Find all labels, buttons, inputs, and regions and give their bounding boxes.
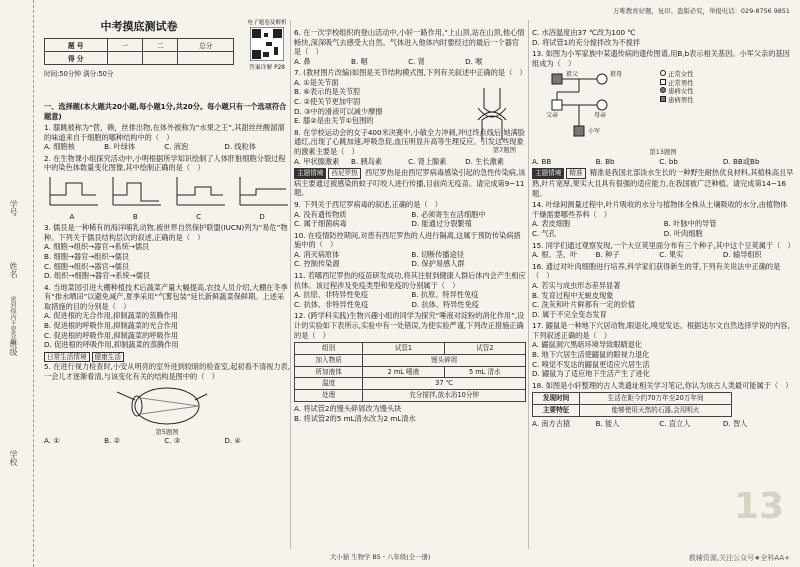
option-c[interactable]: C. 抗体、非特异性免疫 <box>294 299 369 309</box>
option-a[interactable]: A. 细胞→组织→器官→系统→儒艮 <box>44 242 150 252</box>
legend-label: 正常女性 <box>668 70 694 79</box>
options <box>294 57 526 67</box>
question-stem: 6. 在一次学校组织的登山活动中,小轩一路作用,“上山顶,站在山顶,他心情畅快,深深吸气去感受大自然。气体进入他体内时要经过的最后一个器官是（ ） <box>294 28 525 57</box>
binding-warning: 密封线内不要答题 <box>9 296 16 344</box>
question-stem: 16. 通过对叶肉细胞进行培养,科学家们获得新生的芽,下列有关说法中正确的是（ ） <box>532 261 781 281</box>
option-b[interactable]: B. 促进根的呼吸作用,抑制蔬菜的光合作用 <box>44 320 178 330</box>
option-c[interactable]: C. 果实 <box>659 250 684 260</box>
option-c[interactable]: C. 细胞→组织→器官→儒艮 <box>44 261 130 271</box>
option-d[interactable]: D. 输导组织 <box>722 250 762 260</box>
option-d[interactable]: D. 能通过分裂繁殖 <box>411 219 472 229</box>
section-heading: 一、选择题(本大题共20小题,每小题1分,共20分。每小题只有一个选项符合题意) <box>44 102 287 121</box>
question-15 <box>532 241 794 260</box>
q2-chart-c[interactable] <box>171 175 227 221</box>
table-header: 试管2 <box>444 343 525 355</box>
question-stem: 2. 在生物课小组探究活动中,小明根据所学知识绘制了人体肝脏细胞分裂过程中的染色体数量变化图像,其中绘制正确的是（ ） <box>44 153 286 173</box>
column-3 <box>532 28 794 430</box>
option-a[interactable]: A. 将试管2的馒头碎屑改为馒头块 <box>294 403 402 413</box>
question-6 <box>294 28 526 66</box>
q2-chart-b[interactable] <box>107 175 163 221</box>
question-stem: 18. 如图是小轩整理的古人类遗址相关学习笔记,你认为该古人类最可能属于（ ） <box>532 380 793 390</box>
table-row <box>295 390 526 402</box>
question-stem: 15. 同学们通过观察发现,一个大豆荚里面分布有三个种子,其中这个豆荚属于（ ） <box>532 240 795 250</box>
chromosome-chart <box>234 175 290 209</box>
column-1 <box>44 102 290 448</box>
option-a[interactable]: A. 鼻 <box>294 56 311 66</box>
table-header: 试管1 <box>363 343 444 355</box>
question-2 <box>44 154 290 221</box>
chart-label: B <box>132 211 138 221</box>
question-stem: 13. 如图为小军家族中某遗传病的遗传图谱,用B,b表示相关基因。小军父亲的基因组成为（ ） <box>532 49 790 68</box>
option-a[interactable]: A. 甲状腺激素 <box>294 156 340 166</box>
binding-label-id: 学号 <box>9 200 18 216</box>
time-score: 时间:50分钟 满分:50分 <box>44 70 114 78</box>
option-b[interactable]: B. 发育过程中无蜕皮现象 <box>532 290 614 300</box>
score-table <box>44 38 234 65</box>
context-tag: 西尼罗热 <box>328 168 360 179</box>
experiment-table <box>294 342 526 402</box>
option-c[interactable]: C. 属于细菌病毒 <box>294 219 347 229</box>
option-a[interactable]: A. 促进根的无合作用,抑制蔬菜的蒸腾作用 <box>44 311 178 321</box>
question-14 <box>532 200 794 238</box>
question-stem: 12. (跨学科实践)生物兴趣小组的同学为探究“唾液对淀粉的消化作用”,设计的实验如下表所示,实验中有一处错误,为使实验严谨,下列改正措施正确的是（ ） <box>294 311 525 340</box>
joint-diagram-icon <box>462 86 522 142</box>
pedigree-label: 祖母 <box>610 71 623 79</box>
question-stem: 11. 若哪西尼罗热的疫苗研发成功,将其注射到健康人群后体内会产生相应抗体。该过程涉及免疫类型和免疫的分别属于（ ） <box>294 271 526 290</box>
legend-item <box>660 96 694 105</box>
options <box>532 250 794 260</box>
option-e[interactable]: E. 膝②是由关节①包围的 <box>294 116 374 126</box>
table-row <box>295 354 526 366</box>
table-cell: 加入物质 <box>295 354 363 366</box>
question-17 <box>532 321 794 378</box>
pedigree-label: 母亲 <box>594 112 607 120</box>
question-12 <box>294 311 526 423</box>
qr-block <box>244 18 290 71</box>
question-12-continued <box>532 28 794 47</box>
qr-code-icon[interactable] <box>250 27 284 61</box>
options <box>532 419 794 429</box>
table-cell: 能够使用天然的石器,会用明火 <box>580 405 732 417</box>
binding-strip <box>0 0 34 567</box>
figure-caption: 第7题图 <box>492 146 516 155</box>
q2-chart-d[interactable] <box>234 175 290 221</box>
question-16 <box>532 262 794 319</box>
option-c[interactable]: C. 肾 <box>408 56 425 66</box>
pedigree-legend <box>660 70 694 104</box>
option-c[interactable]: C. 控制传染源 <box>294 259 340 269</box>
option-b[interactable]: B. ② <box>104 436 121 446</box>
header-note: 万唯教育好题，复印、盗版必究，举报电话：029-8756 9851 <box>613 7 790 15</box>
pedigree-chart <box>532 70 652 146</box>
option-d[interactable]: D. 促进根的呼吸作用,抑制蔬菜的蒸腾作用 <box>44 340 179 350</box>
question-9 <box>294 200 526 229</box>
q2-charts <box>44 175 290 221</box>
figure-caption: 第5题图 <box>155 427 179 436</box>
question-11 <box>294 271 526 309</box>
legend-label: 正常男性 <box>668 78 694 87</box>
footer-note: 教辅资源,关注公众号★全科AA+ <box>688 554 790 562</box>
pedigree-label: 祖父 <box>566 71 579 79</box>
options <box>294 250 526 269</box>
question-1 <box>44 123 290 152</box>
option-c[interactable]: C. ③ <box>164 436 181 446</box>
table-cell: 37 ℃ <box>363 378 526 390</box>
option-b[interactable]: B. 切断传播途径 <box>411 249 464 259</box>
legend-item <box>660 70 694 79</box>
option-b[interactable]: B. 必须寄生在活细胞中 <box>411 209 486 219</box>
question-stem: 4. 当地菜园引进大棚种植技术后蔬菜产量大幅提高,农技人员介绍,大棚在冬季有“排水晒田”以避免减产,夏季采用“气雾包装”延长新鲜蔬菜保鲜期。上述采取措施的目的分别是（ ） <box>44 282 288 311</box>
context-tag: 精准 <box>566 168 585 179</box>
option-a[interactable]: A. ① <box>44 436 60 446</box>
score-cell: 总分 <box>178 39 234 52</box>
option-d[interactable]: D. 智人 <box>722 418 748 428</box>
legend-label: 患病男性 <box>668 95 694 104</box>
score-cell: 得 分 <box>45 52 108 65</box>
context-tag: 日常生活情境 <box>44 352 90 363</box>
option-c[interactable]: C. 促进根的呼吸作用,抑制蔬菜的呼吸作用 <box>44 330 179 340</box>
option-a[interactable]: A. 根、茎、叶 <box>532 250 578 260</box>
binding-label-school: 学校 <box>9 450 18 466</box>
option-b[interactable]: B. 细胞→器官→组织→儒艮 <box>44 251 130 261</box>
question-3 <box>44 223 290 280</box>
legend-item <box>660 87 694 96</box>
question-10 <box>294 231 526 269</box>
options <box>532 157 794 167</box>
binding-label-name: 姓名 <box>9 262 18 278</box>
question-stem: 17. 鼹鼠是一种地下穴居动物,眼退化,嗅觉发达。根据达尔文自然选择学说的内容,下列叙述正确的是（ ） <box>532 321 790 340</box>
question-stem: 8. 在学校运动会的女子400米决赛中,小敏全力冲刺,冲过终点线后,她满脸通红,出现了心跳加速,呼吸急促,血压明显升高等生理反应。引发这些现象的激素主要是（ ） <box>294 127 525 156</box>
table-row <box>295 378 526 390</box>
option-c[interactable]: C. 洗灰和叶片鲜都有一定的价值 <box>532 300 636 310</box>
option-a[interactable]: A. BB <box>532 156 552 166</box>
table-cell: 馒头碎屑 <box>363 354 526 366</box>
exam-title: 中考摸底测试卷 <box>100 20 178 33</box>
option-b[interactable]: B. Bb <box>595 156 615 166</box>
score-cell[interactable] <box>107 52 142 65</box>
question-stem: 5. 在进行视力检查时,小安从明亮的室外进到较暗的检查室,起初看不清视力表,一会儿才逐渐看清,与该变化有关的结构是图中的（ ） <box>44 362 290 382</box>
option-b[interactable]: B. 抗原、特异性免疫 <box>411 290 479 300</box>
table-row <box>295 366 526 378</box>
option-d[interactable]: D. 属于不完全变态发育 <box>532 309 607 319</box>
option-a[interactable]: A. 抗原、非特异性免疫 <box>294 290 369 300</box>
options <box>294 210 526 229</box>
option-b[interactable]: B. 能人 <box>595 418 620 428</box>
option-d[interactable]: D. ④ <box>224 436 241 446</box>
option-b[interactable]: B. 种子 <box>595 250 620 260</box>
column-2 <box>294 28 526 425</box>
option-d[interactable]: D. 保护易感人群 <box>411 259 465 269</box>
page-footer: 大小猫 生物学 BS・八年级(全一册) <box>330 553 431 561</box>
answer-ref: 答案详解 P28 <box>249 65 285 71</box>
table-cell: 所加液体 <box>295 366 363 378</box>
column-divider <box>290 20 291 549</box>
score-cell[interactable] <box>178 52 234 65</box>
option-a[interactable]: A. 表皮细胞 <box>532 219 571 229</box>
score-cell[interactable] <box>143 52 178 65</box>
context-tag: 主题情境 <box>294 168 326 179</box>
question-stem: 14. 叶绿间测量过程中,叶片吸收的水分与植物体全株从土壤吸收的水分,由植物体干燥需要哪些养料（ ） <box>532 200 788 219</box>
option-d[interactable]: D. 生长激素 <box>465 156 504 166</box>
options <box>44 436 290 446</box>
option-c[interactable]: C. 气孔 <box>532 229 556 239</box>
option-b[interactable]: B. ⑥表示的是关节腔 <box>294 87 361 97</box>
table-row <box>533 393 732 405</box>
figure-caption: 第13题图 <box>649 148 677 157</box>
legend-label: 患病女性 <box>668 87 694 96</box>
option-a[interactable]: A. ①是关节面 <box>294 77 339 87</box>
option-d[interactable]: D. 喉 <box>465 56 483 66</box>
chart-label: C <box>196 211 202 221</box>
options <box>294 290 526 309</box>
chart-label: A <box>69 211 75 221</box>
pedigree-block <box>532 70 794 146</box>
option-c[interactable]: C. 肾上腺素 <box>408 156 447 166</box>
table-cell: 温度 <box>295 378 363 390</box>
score-cell: 题 号 <box>45 39 108 52</box>
question-stem: 9. 下列关于西尼罗病毒的叙述,正确的是（ ） <box>294 200 442 210</box>
option-d[interactable]: D. 鼹鼠为了适应地下生活产生了进化 <box>532 369 650 379</box>
table-cell: 2 mL 唾液 <box>363 366 444 378</box>
option-d[interactable]: D. ③中的滑液可以减少摩擦 <box>294 106 383 116</box>
option-d[interactable]: D. BB或Bb <box>722 156 760 166</box>
option-b[interactable]: B. 地下穴居生活使鼹鼠的眼视力退化 <box>532 350 650 359</box>
option-a[interactable]: A. 若实与成虫形态差异显著 <box>532 280 621 290</box>
chromosome-chart <box>171 175 227 209</box>
q2-chart-a[interactable] <box>44 175 100 221</box>
option-c[interactable]: C. 液泡 <box>164 142 189 152</box>
binding-label-class: 班级 <box>9 340 18 356</box>
option-a[interactable]: A. 南方古猿 <box>532 418 571 428</box>
table-cell: 生活在距今约70万年至20万年间 <box>580 393 732 405</box>
option-b[interactable]: B. 叶绿体 <box>104 142 136 152</box>
options <box>44 142 290 152</box>
column-divider <box>528 20 529 549</box>
context-block <box>532 168 794 198</box>
option-a[interactable]: A. 没有遗传物质 <box>294 209 347 219</box>
context-tag: 主题情境 <box>532 168 564 179</box>
chromosome-chart <box>44 175 100 209</box>
option-d[interactable]: D. 组织→细胞→器官→系统→儒艮 <box>44 271 151 281</box>
question-13 <box>532 49 794 166</box>
context-text: 精准是我国北部淡水生长的一种野生耐热优良材料,其植株高且早熟,叶片宽厚,果实大且具有很强的适应能力,在我国被广泛种植。请完成第14~16题。 <box>532 168 794 198</box>
option-a[interactable]: A. 鼹鼠洞穴黑暗环境导致眼睛退化 <box>532 340 642 350</box>
score-cell: 二 <box>143 39 178 52</box>
page-number: 13 <box>733 486 784 527</box>
option-c[interactable]: C. bb <box>659 156 678 166</box>
chart-label: D <box>259 211 265 221</box>
option-c[interactable]: C. 水浴温度由37 ℃改为100 ℃ <box>532 28 636 37</box>
pedigree-label: 父亲 <box>546 112 559 120</box>
pedigree-label: 小军 <box>588 128 601 136</box>
table-cell: 主要特征 <box>533 405 580 417</box>
option-b[interactable]: B. 叶脉中的导管 <box>663 219 717 229</box>
option-c[interactable]: C. 嗅觉不发达的鼹鼠更适应穴居生活 <box>532 359 650 369</box>
option-b[interactable]: B. 将试管2的5 mL清水改为2 mL清水 <box>294 413 416 423</box>
eye-diagram-icon <box>107 384 227 428</box>
chromosome-chart <box>107 175 163 209</box>
notes-table <box>532 392 732 417</box>
exam-header <box>44 18 290 78</box>
option-c[interactable]: C. 直立人 <box>659 418 691 428</box>
table-header: 组别 <box>295 343 363 355</box>
context-text: 西尼罗热是由西尼罗病毒感染引起的急性传染病,该病主要通过被感染的蚊子叮咬人进行传播,目前尚无疫苗。请完成第9~11题。 <box>294 168 526 198</box>
option-c[interactable]: C. ②使关节更加牢固 <box>294 97 361 107</box>
question-5 <box>44 352 290 446</box>
question-stem: 10. 在疫情防控期间,对患有西尼罗热的人进行隔离,这属于预防传染病措施中的（ ） <box>294 230 521 250</box>
question-4 <box>44 283 290 350</box>
options <box>532 219 794 238</box>
table-cell: 发现时间 <box>533 393 580 405</box>
context-tag: 健康生活 <box>92 352 124 363</box>
options <box>294 157 526 167</box>
option-d[interactable]: D. 线粒体 <box>224 142 256 152</box>
option-d[interactable]: D. 抗体、特异性免疫 <box>411 299 479 309</box>
question-stem: 3. 儒艮是一种稀有的海洋哺乳动物,被世界自然保护联盟(IUCN)列为“易危”物种。下列关于儒艮结构层次的叙述,正确的是（ ） <box>44 223 288 242</box>
table-row <box>533 405 732 417</box>
option-b[interactable]: B. 胰岛素 <box>351 156 383 166</box>
question-18 <box>532 381 794 429</box>
option-d[interactable]: D. 叶肉细胞 <box>663 229 703 239</box>
context-block <box>294 168 526 198</box>
option-d[interactable]: D. 将试管1的充分搅拌改为不搅拌 <box>532 37 641 47</box>
question-stem: 7. (教材图片改编)如图是关节结构模式图,下列有关叙述中正确的是（ ） <box>294 68 527 78</box>
qr-caption: 电子题卷及解析 <box>247 20 287 26</box>
option-a[interactable]: A. 消灭病原体 <box>294 249 340 259</box>
score-cell: 一 <box>107 39 142 52</box>
option-b[interactable]: B. 咽 <box>351 56 368 66</box>
table-cell: 5 mL 清水 <box>444 366 525 378</box>
table-cell: 充分搅拌,放水浴10分钟 <box>363 390 526 402</box>
option-a[interactable]: A. 细胞核 <box>44 142 75 152</box>
table-cell: 处理 <box>295 390 363 402</box>
question-stem: 1. 膝跳被称为“营，赖，丝排出物,在体外被称为“水果之王”,其甜丝丝酸溜溜的味道来自于细胞的哪种结构中的（ ） <box>44 123 285 142</box>
